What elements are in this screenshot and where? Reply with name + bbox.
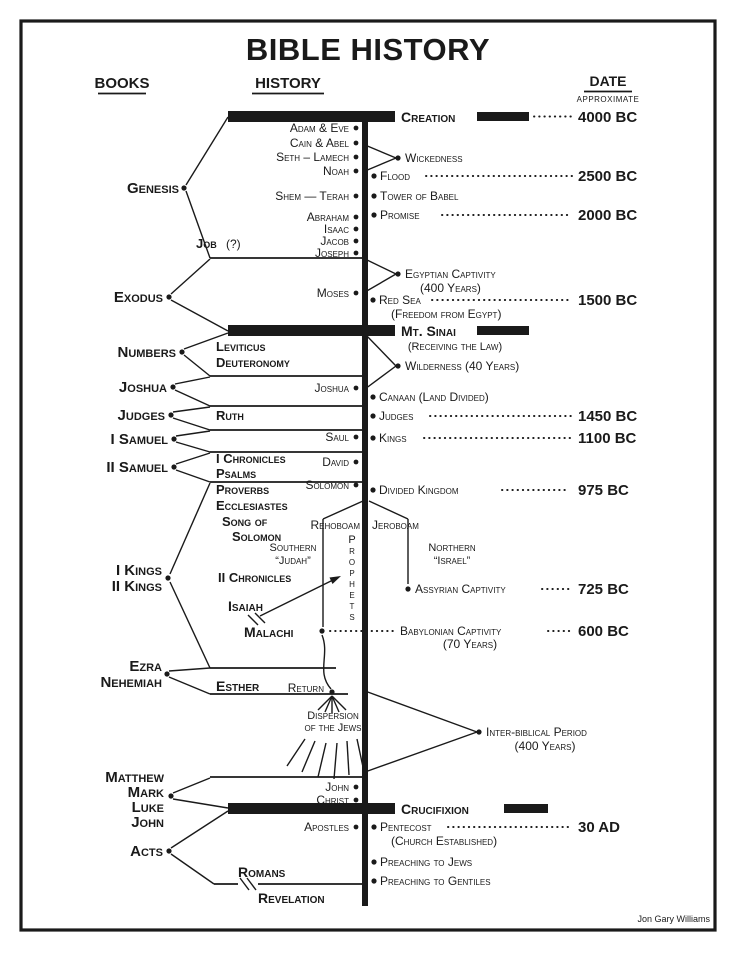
person-jacob: Jacob bbox=[320, 234, 349, 248]
person-saul: Saul bbox=[325, 430, 349, 444]
southern-kingdom-sublabel: “Judah” bbox=[275, 555, 311, 567]
person-rehoboam: Rehoboam bbox=[310, 518, 360, 532]
divided-kingdom-structure bbox=[270, 501, 476, 627]
svg-text:Red Sea: Red Sea bbox=[379, 293, 421, 307]
judges-date: 1450 BC bbox=[578, 408, 638, 425]
person-shem-terah: Shem — Terah bbox=[275, 189, 349, 203]
creation-date: 4000 BC bbox=[578, 109, 638, 126]
dispersion-rays-lower bbox=[287, 739, 363, 779]
svg-text:Inter-biblical Period: Inter-biblical Period bbox=[486, 725, 587, 739]
book-i-samuel: I Samuel bbox=[110, 431, 168, 448]
event-babylonian-captivity bbox=[330, 623, 629, 651]
prophets-arrowhead bbox=[330, 576, 342, 584]
svg-text:Canaan (Land Divided): Canaan (Land Divided) bbox=[379, 390, 489, 404]
book-proverbs: Proverbs bbox=[216, 482, 270, 497]
column-header-date: DATE bbox=[589, 73, 627, 89]
person-moses: Moses bbox=[316, 286, 349, 300]
svg-text:Wilderness (40 Years): Wilderness (40 Years) bbox=[405, 359, 520, 373]
person-abraham: Abraham bbox=[306, 210, 349, 224]
event-preaching-to-jews bbox=[371, 855, 472, 869]
crucifixion-bar bbox=[228, 803, 395, 814]
book-exodus: Exodus bbox=[113, 289, 163, 306]
babylonian-captivity-date: 600 BC bbox=[578, 623, 629, 640]
event-canaan bbox=[370, 390, 488, 404]
page-title: BIBLE HISTORY bbox=[245, 32, 491, 67]
book-leviticus: Leviticus bbox=[216, 339, 266, 354]
svg-text:Preaching to Jews: Preaching to Jews bbox=[380, 855, 473, 869]
book-job: Job bbox=[196, 236, 217, 251]
event-promise bbox=[371, 207, 637, 224]
return-dot bbox=[329, 689, 334, 694]
book-matthew: Matthew bbox=[105, 769, 164, 786]
book-psalms: Psalms bbox=[216, 466, 257, 481]
svg-text:Judges: Judges bbox=[379, 409, 414, 423]
book-john: John bbox=[131, 814, 164, 831]
book-esther: Esther bbox=[216, 678, 260, 694]
svg-text:Kings: Kings bbox=[379, 431, 407, 445]
events bbox=[330, 145, 637, 888]
interbiblical-sublabel: (400 Years) bbox=[514, 739, 576, 753]
book-ii-samuel: II Samuel bbox=[106, 459, 168, 476]
event-egyptian-captivity bbox=[365, 259, 496, 295]
book-ii-kings: II Kings bbox=[111, 578, 162, 595]
book-revelation: Revelation bbox=[258, 890, 325, 906]
person-adam-eve: Adam & Eve bbox=[289, 121, 349, 135]
pentecost-sublabel: (Church Established) bbox=[391, 834, 498, 848]
event-interbiblical-period bbox=[365, 691, 587, 772]
svg-text:Assyrian Captivity: Assyrian Captivity bbox=[415, 582, 506, 596]
return-dispersion bbox=[287, 628, 363, 779]
event-preaching-to-gentiles bbox=[371, 874, 490, 888]
divided-kingdom-date: 975 BC bbox=[578, 482, 629, 499]
person-noah: Noah bbox=[322, 164, 349, 178]
book-ezra: Ezra bbox=[129, 658, 162, 675]
babylonian-captivity-sublabel: (70 Years) bbox=[442, 637, 498, 651]
person-cain-abel: Cain & Abel bbox=[289, 136, 349, 150]
book-joshua: Joshua bbox=[118, 379, 167, 396]
book-song-of: Song of bbox=[222, 514, 268, 529]
book-luke: Luke bbox=[131, 799, 164, 816]
event-wickedness bbox=[365, 145, 463, 171]
book-genesis: Genesis bbox=[126, 180, 179, 197]
svg-text:Preaching to Gentiles: Preaching to Gentiles bbox=[380, 874, 491, 888]
red-sea-sublabel: (Freedom from Egypt) bbox=[391, 307, 502, 321]
book-malachi: Malachi bbox=[244, 624, 294, 640]
person-joseph: Joseph bbox=[314, 246, 349, 260]
book-acts: Acts bbox=[130, 843, 163, 860]
event-flood bbox=[371, 168, 637, 185]
person-christ: Christ bbox=[316, 793, 349, 807]
outer-books bbox=[100, 180, 179, 860]
creation-label: Creation bbox=[401, 109, 456, 125]
event-tower-of-babel bbox=[371, 189, 459, 203]
event-assyrian-captivity bbox=[405, 581, 629, 598]
northern-kingdom-label: Northern bbox=[428, 542, 476, 554]
prophets-vertical-label: P r o p h e t s bbox=[348, 534, 356, 623]
person-apostles: Apostles bbox=[304, 820, 349, 834]
svg-text:Promise: Promise bbox=[380, 208, 420, 222]
book-isaiah: Isaiah bbox=[228, 598, 264, 614]
crucifixion-bar-segment bbox=[504, 804, 548, 813]
book-deuteronomy: Deuteronomy bbox=[216, 355, 290, 370]
sinai-sublabel: (Receiving the Law) bbox=[407, 341, 503, 353]
book-i-kings: I Kings bbox=[115, 562, 162, 579]
dispersion-label-line2: of the Jews bbox=[304, 722, 362, 734]
svg-text:Egyptian Captivity: Egyptian Captivity bbox=[405, 267, 496, 281]
event-kings bbox=[370, 430, 636, 447]
person-return: Return bbox=[287, 681, 324, 695]
svg-text:Divided Kingdom: Divided Kingdom bbox=[379, 483, 459, 497]
crucifixion-label: Crucifixion bbox=[401, 801, 469, 817]
book-romans: Romans bbox=[238, 864, 286, 880]
sinai-label: Mt. Sinai bbox=[401, 323, 456, 339]
event-judges bbox=[370, 408, 637, 425]
pentecost-date: 30 AD bbox=[578, 819, 620, 836]
main-timeline bbox=[362, 111, 368, 906]
sinai-bar-segment bbox=[477, 326, 529, 335]
northern-kingdom-sublabel: “Israel” bbox=[433, 555, 471, 567]
book-ii-chronicles: II Chronicles bbox=[218, 570, 292, 585]
author-credit: Jon Gary Williams bbox=[637, 914, 710, 924]
assyrian-captivity-date: 725 BC bbox=[578, 581, 629, 598]
book-ecclesiastes: Ecclesiastes bbox=[216, 498, 288, 513]
svg-text:Tower of Babel: Tower of Babel bbox=[380, 189, 459, 203]
flood-date: 2500 BC bbox=[578, 168, 638, 185]
person-solomon: Solomon bbox=[305, 478, 349, 492]
crucifixion-milestone bbox=[228, 801, 548, 817]
red-sea-date: 1500 BC bbox=[578, 292, 638, 309]
creation-bar-segment bbox=[477, 112, 529, 121]
book-job-note: (?) bbox=[226, 237, 241, 251]
southern-kingdom-label: Southern bbox=[269, 542, 317, 554]
svg-text:Pentecost: Pentecost bbox=[380, 820, 432, 834]
egyptian-captivity-sublabel: (400 Years) bbox=[420, 281, 481, 295]
book-numbers: Numbers bbox=[117, 344, 176, 361]
person-seth-lamech: Seth – Lamech bbox=[276, 150, 349, 164]
column-header-books: BOOKS bbox=[94, 75, 150, 92]
promise-date: 2000 BC bbox=[578, 207, 638, 224]
book-mark: Mark bbox=[127, 784, 164, 801]
person-joshua: Joshua bbox=[314, 381, 349, 395]
book-nehemiah: Nehemiah bbox=[100, 674, 162, 691]
kings-date: 1100 BC bbox=[578, 430, 637, 447]
person-david: David bbox=[322, 455, 349, 469]
person-john: John bbox=[325, 780, 349, 794]
svg-text:Flood: Flood bbox=[380, 169, 411, 183]
book-judges: Judges bbox=[117, 407, 165, 424]
book-solomon: Solomon bbox=[232, 529, 282, 544]
person-isaac: Isaac bbox=[323, 222, 349, 236]
event-red-sea bbox=[370, 292, 637, 321]
dispersion-label-line1: Dispersion bbox=[307, 710, 359, 722]
column-header-history: HISTORY bbox=[255, 75, 321, 92]
babylonian-captivity-dot bbox=[319, 628, 324, 633]
date-approximate-label: APPROXIMATE bbox=[576, 95, 640, 104]
svg-text:Babylonian Captivity: Babylonian Captivity bbox=[400, 624, 502, 638]
book-ruth: Ruth bbox=[216, 408, 244, 423]
event-pentecost bbox=[371, 819, 620, 848]
event-divided-kingdom bbox=[370, 482, 629, 499]
sinai-bar bbox=[228, 325, 395, 336]
svg-text:Wickedness: Wickedness bbox=[405, 151, 463, 165]
book-i-chronicles: I Chronicles bbox=[216, 451, 286, 466]
person-jeroboam: Jeroboam bbox=[372, 518, 419, 532]
